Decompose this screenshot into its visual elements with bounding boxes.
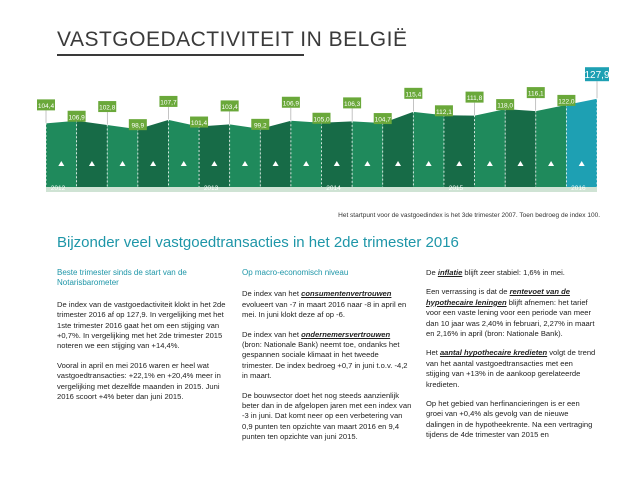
col2-paragraph-3: De bouwsector doet het nog steeds aanzienlijk beter dan in de afgelopen jaren met een index van -3 in juni. Dat komt neer op een verbetering van 0,9 punten ten opzichte van maart 2016 en 9,4 punten ten opzichte van juni 2015.: [242, 390, 412, 442]
col1-paragraph-1: De index van de vastgoedactiviteit klokt in het 2de trimester 2016 af op 127,9. In vergelijking met het 1ste trimester 2016 gaat het om een stijging van +0,7%. In vergelijking met het 2de trimester 2015 noteren we een stijging van +14,4%.: [57, 299, 226, 351]
value-label: 115,4: [405, 91, 422, 99]
value-label: 104,4: [37, 102, 55, 110]
col3-paragraph-4: Op het gebied van herfinancieringen is er een groei van +0,4% als gevolg van de nieuwe dalingen in de hypotheekrente. Na een vertraging tijdens de 4de trimester van 2015 en: [426, 399, 593, 440]
value-label: 104,7: [374, 116, 391, 124]
area-segment: [413, 111, 444, 187]
area-segment: [505, 109, 536, 187]
area-segment: [199, 124, 230, 187]
area-segment: [536, 104, 567, 187]
column-2: [242, 268, 412, 452]
column-1: [57, 268, 227, 411]
column-3: [426, 268, 598, 450]
title-rule: [57, 54, 304, 56]
value-label: 105,0: [313, 116, 330, 124]
value-label: 127,9: [584, 70, 610, 82]
col3-paragraph-2: Een verrassing is dat de rentevoet van de hypothecaire leningen blijft afnemen: het tarief voor een vaste lening voor een periode van meer dan 10 jaar was 2,40% in februari, 2,27% in maart en 2,16% in april (bron: Nationale Bank).: [426, 287, 595, 339]
value-label: 111,8: [466, 95, 483, 103]
area-segment: [168, 119, 199, 187]
value-label: 122,0: [558, 98, 575, 106]
area-segment: [46, 120, 77, 187]
col2-paragraph-1: De index van het consumentenvertrouwen evolueert van -7 in maart 2016 naar -8 in april en mei. In juni klokt deze af op -6.: [242, 289, 407, 320]
value-label: 101,4: [190, 120, 208, 128]
col3-paragraph-3: Het aantal hypothecaire kredieten volgt de trend van het aantal vastgoedtransacties met een stijging van +13% in de aankoop gerelateerde kredieten.: [426, 348, 596, 389]
year-label: 2014: [326, 185, 341, 192]
activity-chart: [0, 60, 640, 200]
col3-paragraph-1: De inflatie blijft zeer stabiel: 1,6% in mei.: [426, 268, 565, 277]
area-segment: [77, 120, 108, 187]
year-label: 2012: [50, 185, 66, 192]
year-label: 2013: [203, 185, 219, 192]
col2-paragraph-2: De index van het ondernemersvertrouwen (bron: Nationale Bank) neemt toe, ondanks het gespannen sociale klimaat in het tweede trimester. De index bedroeg +0,7 in juni t.o.v. -4,2 in maart.: [242, 329, 408, 381]
col1-paragraph-2: Vooral in april en mei 2016 waren er heel wat vastgoedtransacties: +22,1% en +20,4% meer in vergelijking met dezelfde maanden in 2015. Juni 2016 scoort +4% beter dan juni 2015.: [57, 360, 221, 402]
value-label: 118,0: [497, 102, 514, 110]
area-segment: [444, 115, 475, 187]
value-label: 116,1: [527, 90, 544, 98]
col1-heading: Beste trimester sinds de start van de Notarisbarometer: [57, 268, 187, 288]
area-segment: [352, 121, 383, 187]
value-label: 98,9: [131, 122, 145, 130]
col2-heading: Op macro-economisch niveau: [242, 268, 349, 277]
area-segment: [475, 109, 506, 187]
area-segment: [260, 120, 291, 187]
area-segment: [230, 124, 261, 187]
area-segment: [291, 120, 322, 187]
value-label: 106,3: [343, 100, 361, 108]
year-label: 2016: [571, 185, 586, 192]
value-label: 103,4: [221, 103, 238, 111]
area-segment: [322, 121, 353, 187]
value-label: 102,8: [99, 104, 116, 112]
year-label: 2015: [448, 185, 464, 192]
section-subtitle: Bijzonder veel vastgoedtransacties in het 2de trimester 2016: [57, 234, 459, 251]
value-label: 112,1: [436, 108, 452, 116]
area-segment: [566, 98, 597, 187]
value-label: 106,9: [68, 114, 85, 122]
page-title: VASTGOEDACTIVITEIT IN BELGIË: [57, 28, 408, 51]
value-label: 106,9: [282, 100, 300, 108]
area-segment: [107, 125, 138, 187]
chart-footnote: Het startpunt voor de vastgoedindex is het 3de trimester 2007. Toen bedroeg de index 100.: [338, 212, 600, 219]
value-label: 107,7: [160, 99, 177, 107]
value-label: 99,2: [253, 122, 267, 130]
